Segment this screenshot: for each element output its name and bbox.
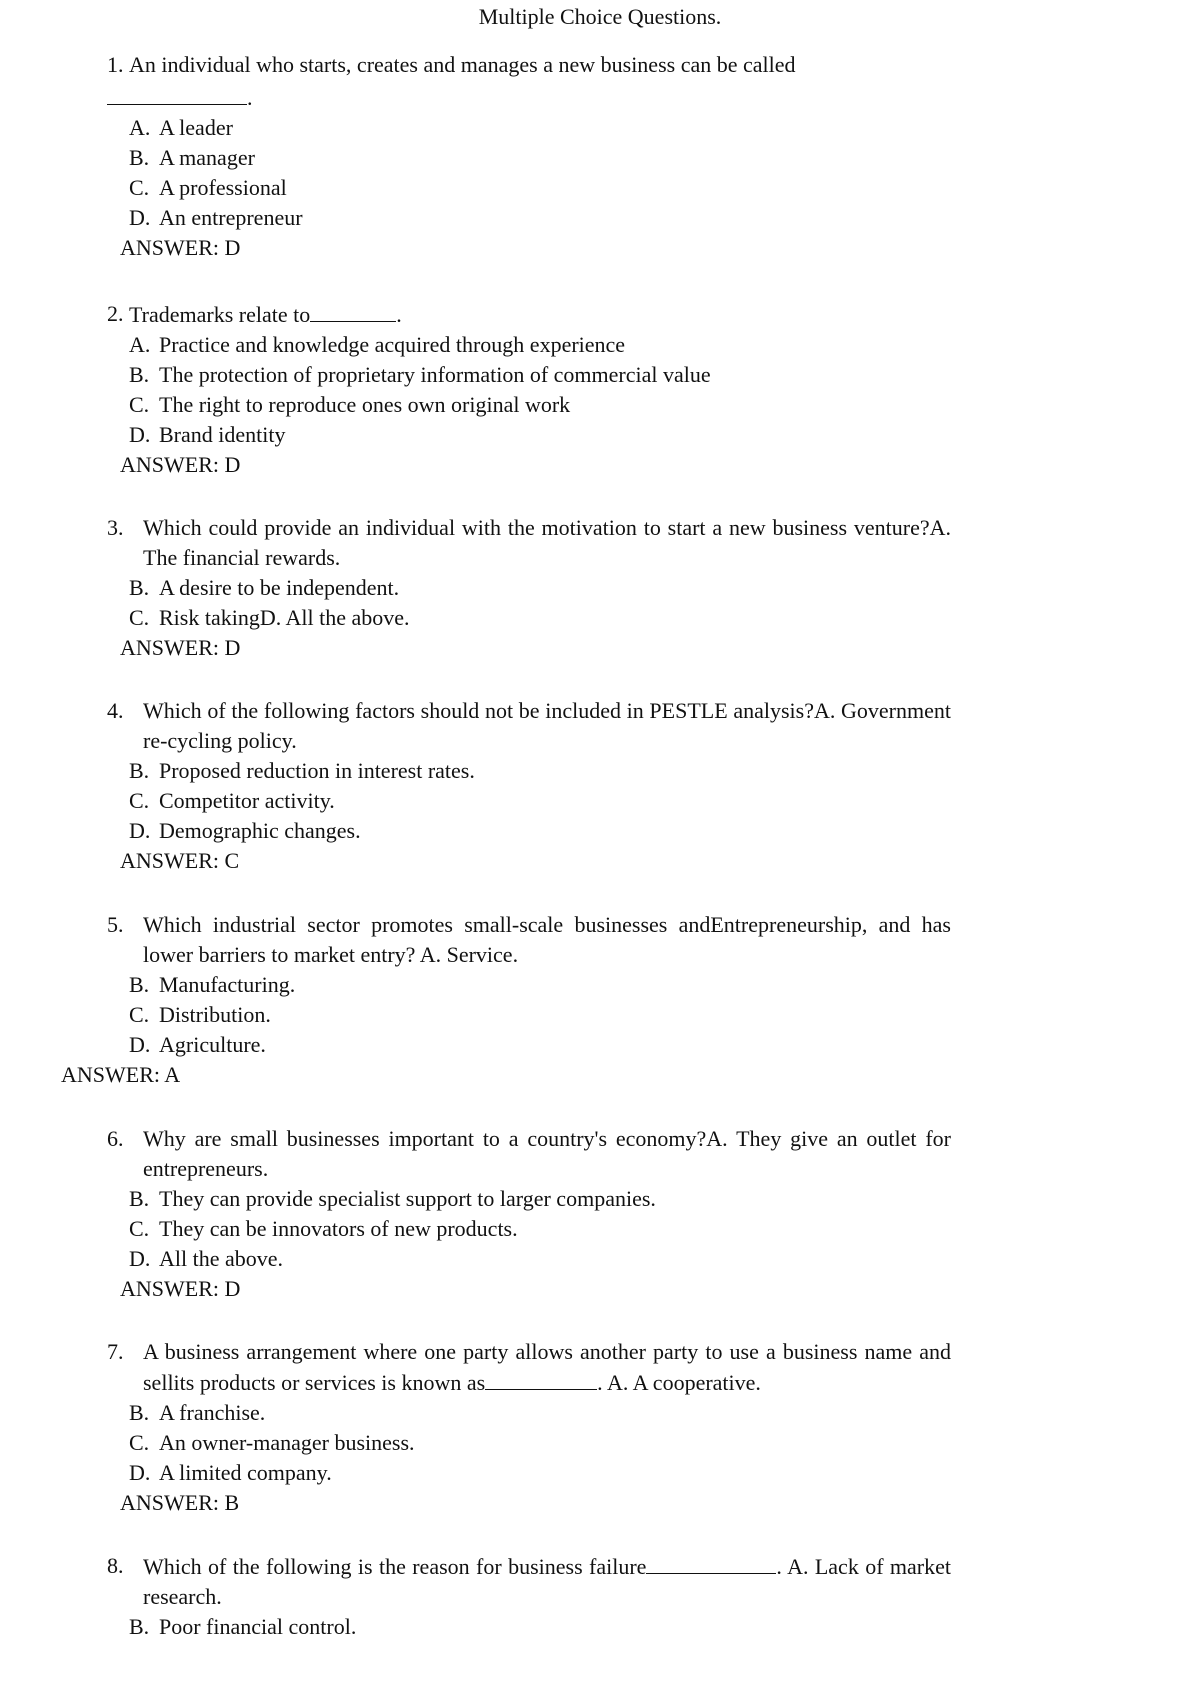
option-a: A. A leader bbox=[129, 115, 233, 140]
question-6 bbox=[107, 1124, 951, 1304]
question-stem: 2. Trademarks relate to . bbox=[107, 299, 951, 330]
fill-in-blank bbox=[485, 1367, 597, 1390]
question-number: 6. bbox=[107, 1126, 124, 1151]
option-b: B. A desire to be independent. bbox=[129, 575, 400, 600]
question-1 bbox=[107, 50, 951, 263]
option-d: D. All the above. bbox=[129, 1246, 284, 1271]
option-d: D. Agriculture. bbox=[129, 1032, 266, 1057]
question-3 bbox=[107, 513, 951, 663]
option-c: C. An owner-manager business. bbox=[129, 1430, 415, 1455]
fill-in-blank bbox=[646, 1551, 776, 1574]
question-text: Which industrial sector promotes small-scale businesses andEntrepreneurship, and has lower barriers to market entry? A. Service. bbox=[143, 912, 951, 967]
fill-in-blank bbox=[107, 82, 247, 105]
option-b: B. A franchise. bbox=[129, 1400, 266, 1425]
question-number: 2. bbox=[107, 301, 124, 326]
question-text: Trademarks relate to bbox=[129, 302, 311, 327]
question-number: 7. bbox=[107, 1339, 124, 1364]
answer-key: ANSWER: B bbox=[120, 1490, 240, 1515]
option-d: D. An entrepreneur bbox=[129, 205, 303, 230]
answer-key: ANSWER: C bbox=[120, 848, 240, 873]
question-number: 3. bbox=[107, 515, 124, 540]
answer-blank-line: . bbox=[107, 82, 951, 113]
option-c: C. Risk takingD. All the above. bbox=[129, 605, 410, 630]
option-c: C. The right to reproduce ones own original work bbox=[129, 392, 571, 417]
question-4 bbox=[107, 696, 951, 876]
question-text: Why are small businesses important to a country's economy?A. They give an outlet for entrepreneurs. bbox=[143, 1126, 951, 1181]
question-2 bbox=[107, 299, 951, 480]
option-b: B. A manager bbox=[129, 145, 255, 170]
option-c: C. A professional bbox=[129, 175, 287, 200]
option-d: D. Brand identity bbox=[129, 422, 286, 447]
option-b: B. Poor financial control. bbox=[129, 1614, 357, 1639]
question-stem bbox=[107, 1124, 951, 1184]
question-7 bbox=[107, 1337, 951, 1518]
option-b: B. The protection of proprietary information of commercial value bbox=[129, 362, 711, 387]
question-stem: 8. Which of the following is the reason for business failure . A. Lack of market research. bbox=[107, 1551, 951, 1612]
question-number: 1. bbox=[107, 52, 124, 77]
question-8 bbox=[107, 1551, 951, 1642]
question-stem bbox=[107, 910, 951, 970]
question-text: Which of the following factors should not be included in PESTLE analysis?A. Government re-cycling policy. bbox=[143, 698, 951, 753]
question-stem bbox=[107, 696, 951, 756]
question-stem bbox=[107, 50, 951, 80]
option-b: B. They can provide specialist support to larger companies. bbox=[129, 1186, 656, 1211]
answer-key: ANSWER: D bbox=[120, 635, 241, 660]
option-b: B. Manufacturing. bbox=[129, 972, 296, 997]
answer-key: ANSWER: D bbox=[120, 452, 241, 477]
question-stem bbox=[107, 513, 951, 573]
question-5 bbox=[61, 910, 951, 1090]
question-text: Which of the following is the reason for business failure bbox=[143, 1554, 647, 1579]
option-c: C. They can be innovators of new products. bbox=[129, 1216, 518, 1241]
question-text: A business arrangement where one party allows another party to use a business name and sellits products or services is known as bbox=[143, 1339, 951, 1395]
fill-in-blank bbox=[310, 299, 396, 322]
question-number: 4. bbox=[107, 698, 124, 723]
answer-key: ANSWER: D bbox=[120, 1276, 241, 1301]
question-text: Which could provide an individual with the motivation to start a new business venture?A. The financial rewards. bbox=[143, 515, 951, 570]
option-a: A. Practice and knowledge acquired through experience bbox=[129, 332, 626, 357]
document-title: Multiple Choice Questions. bbox=[478, 4, 722, 29]
option-d: D. A limited company. bbox=[129, 1460, 332, 1485]
option-d: D. Demographic changes. bbox=[129, 818, 361, 843]
answer-key: ANSWER: A bbox=[61, 1062, 181, 1087]
option-b: B. Proposed reduction in interest rates. bbox=[129, 758, 475, 783]
option-c: C. Competitor activity. bbox=[129, 788, 335, 813]
answer-key: ANSWER: D bbox=[120, 235, 241, 260]
question-number: 8. bbox=[107, 1553, 124, 1578]
question-text: An individual who starts, creates and manages a new business can be called bbox=[129, 52, 796, 77]
option-c: C. Distribution. bbox=[129, 1002, 271, 1027]
question-stem: 7. A business arrangement where one party allows another party to use a business name and sellits products or services is known as . A. A cooperative. bbox=[107, 1337, 951, 1398]
question-number: 5. bbox=[107, 912, 124, 937]
